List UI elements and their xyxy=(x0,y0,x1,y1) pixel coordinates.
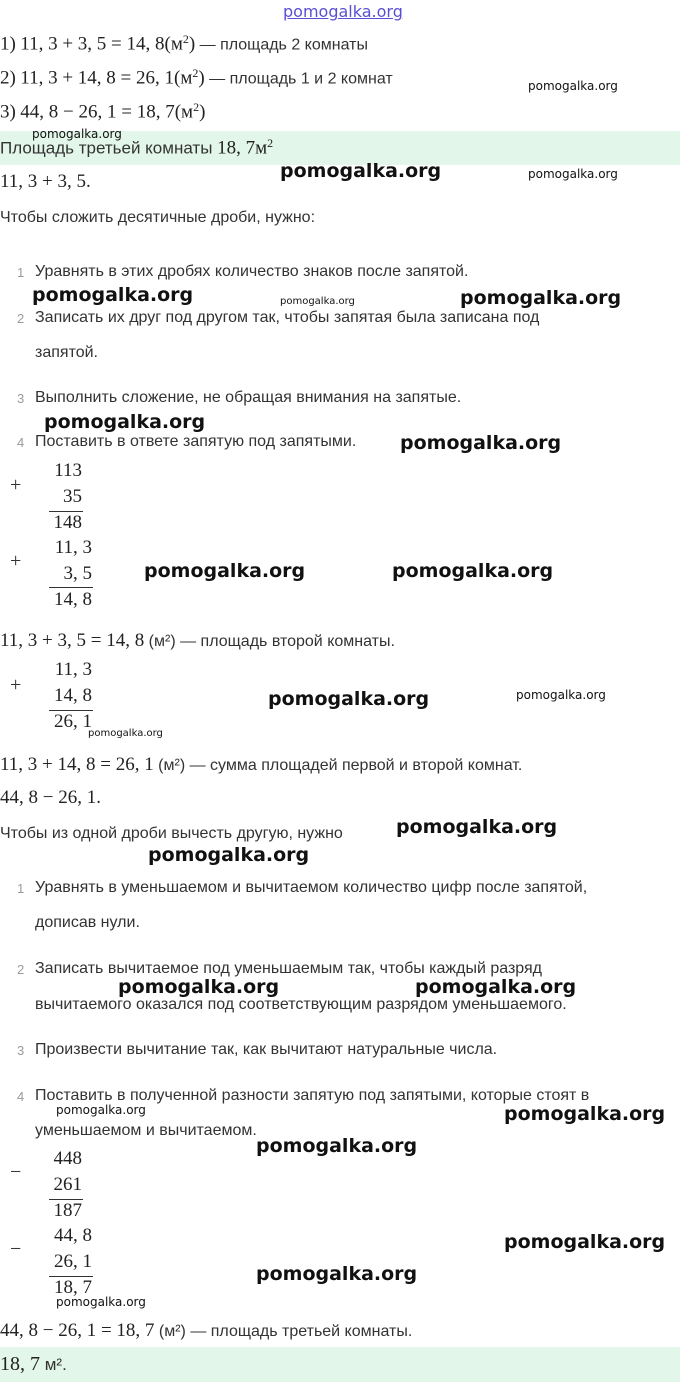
watermark: pomogalka.org xyxy=(460,287,622,309)
step-prefix: 3) xyxy=(0,101,16,123)
watermark: pomogalka.org xyxy=(504,1231,666,1253)
rule-text-continued: дописав нули. xyxy=(35,914,140,931)
minus-sign: − xyxy=(10,1161,22,1183)
step-3 xyxy=(0,100,205,123)
column-minuend: 448 xyxy=(53,1148,82,1169)
step-close: ) xyxy=(199,101,206,123)
final-answer-band xyxy=(0,1347,680,1382)
result-math: 44, 8 − 26, 1 = 18, 7 xyxy=(0,1320,155,1341)
watermark: pomogalka.org xyxy=(118,976,280,998)
column-minuend: 44, 8 xyxy=(54,1225,92,1246)
result-math: 11, 3 + 3, 5 = 14, 8 xyxy=(0,630,145,651)
watermark: pomogalka.org xyxy=(504,1103,666,1125)
final-text: м². xyxy=(40,1355,67,1374)
watermark: pomogalka.org xyxy=(256,1263,418,1285)
plus-sign: + xyxy=(10,550,22,572)
watermark: pomogalka.org xyxy=(415,976,577,998)
watermark: pomogalka.org xyxy=(528,79,618,93)
column-subtrahend: 261 xyxy=(53,1174,82,1195)
step-expression: 11, 3 + 3, 5 = 14, 8(м xyxy=(20,33,183,55)
result-math: 11, 3 + 14, 8 = 26, 1 xyxy=(0,754,154,775)
expression-subtraction: 44, 8 − 26, 1. xyxy=(0,787,101,808)
watermark: pomogalka.org xyxy=(256,1135,418,1157)
rule-number: 2 xyxy=(17,311,25,326)
column-sum: 26, 1 xyxy=(54,711,92,732)
addition-rule-title: Чтобы сложить десятичные дроби, нужно: xyxy=(0,209,316,226)
watermark: pomogalka.org xyxy=(528,167,618,181)
step-prefix: 2) xyxy=(0,67,16,89)
step-2 xyxy=(0,66,393,89)
column-addend: 11, 3 xyxy=(54,659,92,680)
watermark: pomogalka.org xyxy=(88,728,163,739)
step-text: — площадь 2 комнаты xyxy=(195,36,368,54)
rule-text: Поставить в полученной разности запятую под запятыми, которые стоят в xyxy=(35,1087,590,1104)
result-third-room xyxy=(0,1320,412,1342)
watermark: pomogalka.org xyxy=(32,127,122,141)
rule-number: 4 xyxy=(17,1089,25,1104)
watermark: pomogalka.org xyxy=(56,1103,146,1117)
result-text: (м²) — площадь третьей комнаты. xyxy=(154,1323,413,1340)
column-line xyxy=(49,587,93,588)
result-second-room xyxy=(0,630,395,652)
column-sum: 148 xyxy=(53,512,82,533)
answer-text: Площадь третьей комнаты xyxy=(0,138,218,158)
column-sum: 14, 8 xyxy=(54,589,92,610)
watermark: pomogalka.org xyxy=(32,284,194,306)
rule-text: Выполнить сложение, не обращая внимания на запятые. xyxy=(35,389,462,406)
step-1 xyxy=(0,32,368,55)
step-prefix: 1) xyxy=(0,33,16,55)
plus-sign: + xyxy=(10,674,22,696)
watermark-top[interactable]: pomogalka.org xyxy=(283,2,403,21)
answer-math: 18, 7м xyxy=(217,137,268,159)
column-addend: 35 xyxy=(63,486,82,507)
column-subtrahend: 26, 1 xyxy=(54,1251,92,1272)
column-addend: 11, 3 xyxy=(54,537,92,558)
rule-text-continued: запятой. xyxy=(35,344,98,361)
rule-text-continued: вычитаемого оказался под соответствующим разрядом уменьшаемого. xyxy=(35,996,567,1013)
result-text: (м²) — сумма площадей первой и второй комнат. xyxy=(153,757,523,774)
column-difference: 187 xyxy=(53,1200,82,1221)
watermark: pomogalka.org xyxy=(148,844,310,866)
answer-superscript: 2 xyxy=(267,136,274,150)
watermark: pomogalka.org xyxy=(144,560,306,582)
final-math: 18, 7 xyxy=(0,1353,40,1375)
rule-text: Уравнять в этих дробях количество знаков после запятой. xyxy=(35,263,469,280)
step-close: ) xyxy=(188,33,196,55)
watermark: pomogalka.org xyxy=(396,816,558,838)
step-text: — площадь 1 и 2 комнат xyxy=(204,70,393,88)
rule-text: Произвести вычитание так, как вычитают натуральные числа. xyxy=(35,1041,498,1058)
plus-sign: + xyxy=(10,474,22,496)
final-answer xyxy=(0,1353,67,1376)
step-close: ) xyxy=(198,67,205,89)
rule-text: Записать их друг под другом так, чтобы запятая была записана под xyxy=(35,309,540,326)
watermark: pomogalka.org xyxy=(392,560,554,582)
rule-text: Записать вычитаемое под уменьшаемым так, чтобы каждый разряд xyxy=(35,960,543,977)
rule-number: 3 xyxy=(17,1043,25,1058)
expression-addition: 11, 3 + 3, 5. xyxy=(0,171,91,192)
rule-text: Уравнять в уменьшаемом и вычитаемом количество цифр после запятой, xyxy=(35,879,588,896)
column-addend: 14, 8 xyxy=(54,685,92,706)
rule-number: 2 xyxy=(17,962,25,977)
watermark: pomogalka.org xyxy=(268,688,430,710)
rule-number: 1 xyxy=(17,265,25,280)
step-superscript: 2 xyxy=(193,100,200,114)
rule-number: 3 xyxy=(17,391,25,406)
watermark: pomogalka.org xyxy=(280,160,442,182)
watermark: pomogalka.org xyxy=(516,688,606,702)
result-sum-areas xyxy=(0,754,522,776)
watermark: pomogalka.org xyxy=(44,411,206,433)
watermark: pomogalka.org xyxy=(400,432,562,454)
column-difference: 18, 7 xyxy=(54,1277,92,1298)
step-expression: 11, 3 + 14, 8 = 26, 1(м xyxy=(20,67,193,89)
rule-text: Поставить в ответе запятую под запятыми. xyxy=(35,433,357,450)
subtraction-rule-title: Чтобы из одной дроби вычесть другую, нужно xyxy=(0,825,343,842)
minus-sign: − xyxy=(10,1238,22,1260)
column-addend: 113 xyxy=(54,460,82,481)
rule-number: 4 xyxy=(17,435,25,450)
watermark: pomogalka.org xyxy=(280,296,355,307)
column-addend: 3, 5 xyxy=(63,563,92,584)
step-superscript: 2 xyxy=(182,32,189,46)
rule-text-continued: уменьшаемом и вычитаемом. xyxy=(35,1122,257,1139)
step-expression: 44, 8 − 26, 1 = 18, 7(м xyxy=(20,101,194,123)
watermark: pomogalka.org xyxy=(56,1295,146,1309)
result-text: (м²) — площадь второй комнаты. xyxy=(144,633,395,650)
step-superscript: 2 xyxy=(192,66,199,80)
rule-number: 1 xyxy=(17,881,25,896)
